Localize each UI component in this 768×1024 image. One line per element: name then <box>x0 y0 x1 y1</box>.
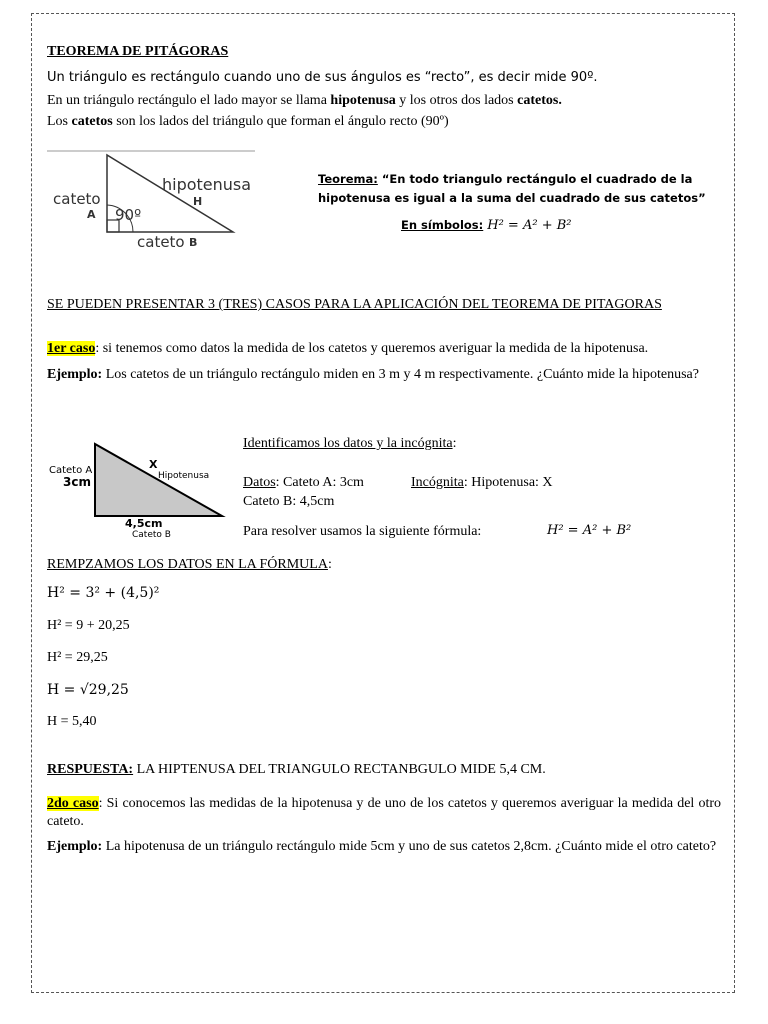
teorema-line-2: hipotenusa es igual a la suma del cuadrado de sus catetos” <box>318 191 706 205</box>
intro-line-3: Los catetos son los lados del triángulo que forman el ángulo recto (90º) <box>47 114 449 129</box>
intro-line-1: Un triángulo es rectángulo cuando uno de sus ángulos es “recto”, es decir mide 90º. <box>47 70 598 85</box>
teorema-line-1: Teorema: “En todo triangulo rectángulo el cuadrado de la <box>318 172 693 186</box>
intro-line-2: En un triángulo rectángulo el lado mayor se llama hipotenusa y los otros dos lados catetos. <box>47 93 562 108</box>
fig2-cateto-b: Cateto B <box>132 530 171 540</box>
fig2-cateto-a: Cateto A <box>49 465 93 476</box>
fig1-cateto-label: cateto <box>53 190 101 208</box>
page-title: TEOREMA DE PITÁGORAS <box>47 44 229 59</box>
resolver-formula: H² = A² + B² <box>547 523 632 538</box>
respuesta-line: RESPUESTA: LA HIPTENUSA DEL TRIANGULO RECTANBGULO MIDE 5,4 CM. <box>47 762 546 777</box>
fig1-b-label: B <box>189 236 198 249</box>
teorema-formula: H² = A² + B² <box>487 218 572 233</box>
incognita-line: Incógnita: Hipotenusa: X <box>411 475 553 490</box>
fig2-3cm: 3cm <box>63 475 91 489</box>
casos-heading: SE PUEDEN PRESENTAR 3 (TRES) CASOS PARA LA APLICACIÓN DEL TEOREMA DE PITAGORAS <box>47 297 662 312</box>
fig2-x: X <box>149 458 158 471</box>
cateto-b-line: Cateto B: 4,5cm <box>243 494 335 509</box>
step-3: H² = 29,25 <box>47 650 108 665</box>
step-4: H = √29,25 <box>47 682 129 698</box>
step-1: H² = 3² + (4,5)² <box>47 585 160 601</box>
caso1-ejemplo: Ejemplo: Los catetos de un triángulo rectángulo miden en 3 m y 4 m respectivamente. ¿Cuánto mide la hipotenusa? <box>47 367 699 382</box>
resolver-line: Para resolver usamos la siguiente fórmula: <box>243 524 482 539</box>
caso1-line: 1er caso: si tenemos como datos la medida de los catetos y queremos averiguar la medida de la hipotenusa. <box>47 341 649 356</box>
identificamos-line: Identificamos los datos y la incógnita: <box>243 436 457 451</box>
step-2: H² = 9 + 20,25 <box>47 618 130 633</box>
reemplazo-heading: REMPZAMOS LOS DATOS EN LA FÓRMULA: <box>47 557 332 572</box>
caso2-ejemplo: Ejemplo: La hipotenusa de un triángulo rectángulo mide 5cm y uno de sus catetos 2,8cm. ¿Cuánto mide el otro cateto? <box>47 839 717 854</box>
fig1-cateto-b-label: cateto <box>137 233 185 251</box>
fig2-hipotenusa: Hipotenusa <box>158 471 210 481</box>
fig1-a-label: A <box>87 208 96 221</box>
fig1-h-label: H <box>193 195 203 208</box>
triangle-figure-2 <box>47 440 232 540</box>
fig1-hipotenusa-label: hipotenusa <box>162 175 252 194</box>
fig2-45cm: 4,5cm <box>125 517 163 530</box>
step-5: H = 5,40 <box>47 714 97 729</box>
caso2-line: 2do caso: Si conocemos las medidas de la hipotenusa y de uno de los catetos y queremos averiguar la medida del otro cateto. <box>47 796 721 829</box>
fig1-angle-label: 90º <box>115 206 142 224</box>
triangle-figure <box>47 150 255 254</box>
datos-line: Datos: Cateto A: 3cm <box>243 475 364 490</box>
teorema-simbolos: En símbolos: H² = A² + B² <box>401 218 572 233</box>
